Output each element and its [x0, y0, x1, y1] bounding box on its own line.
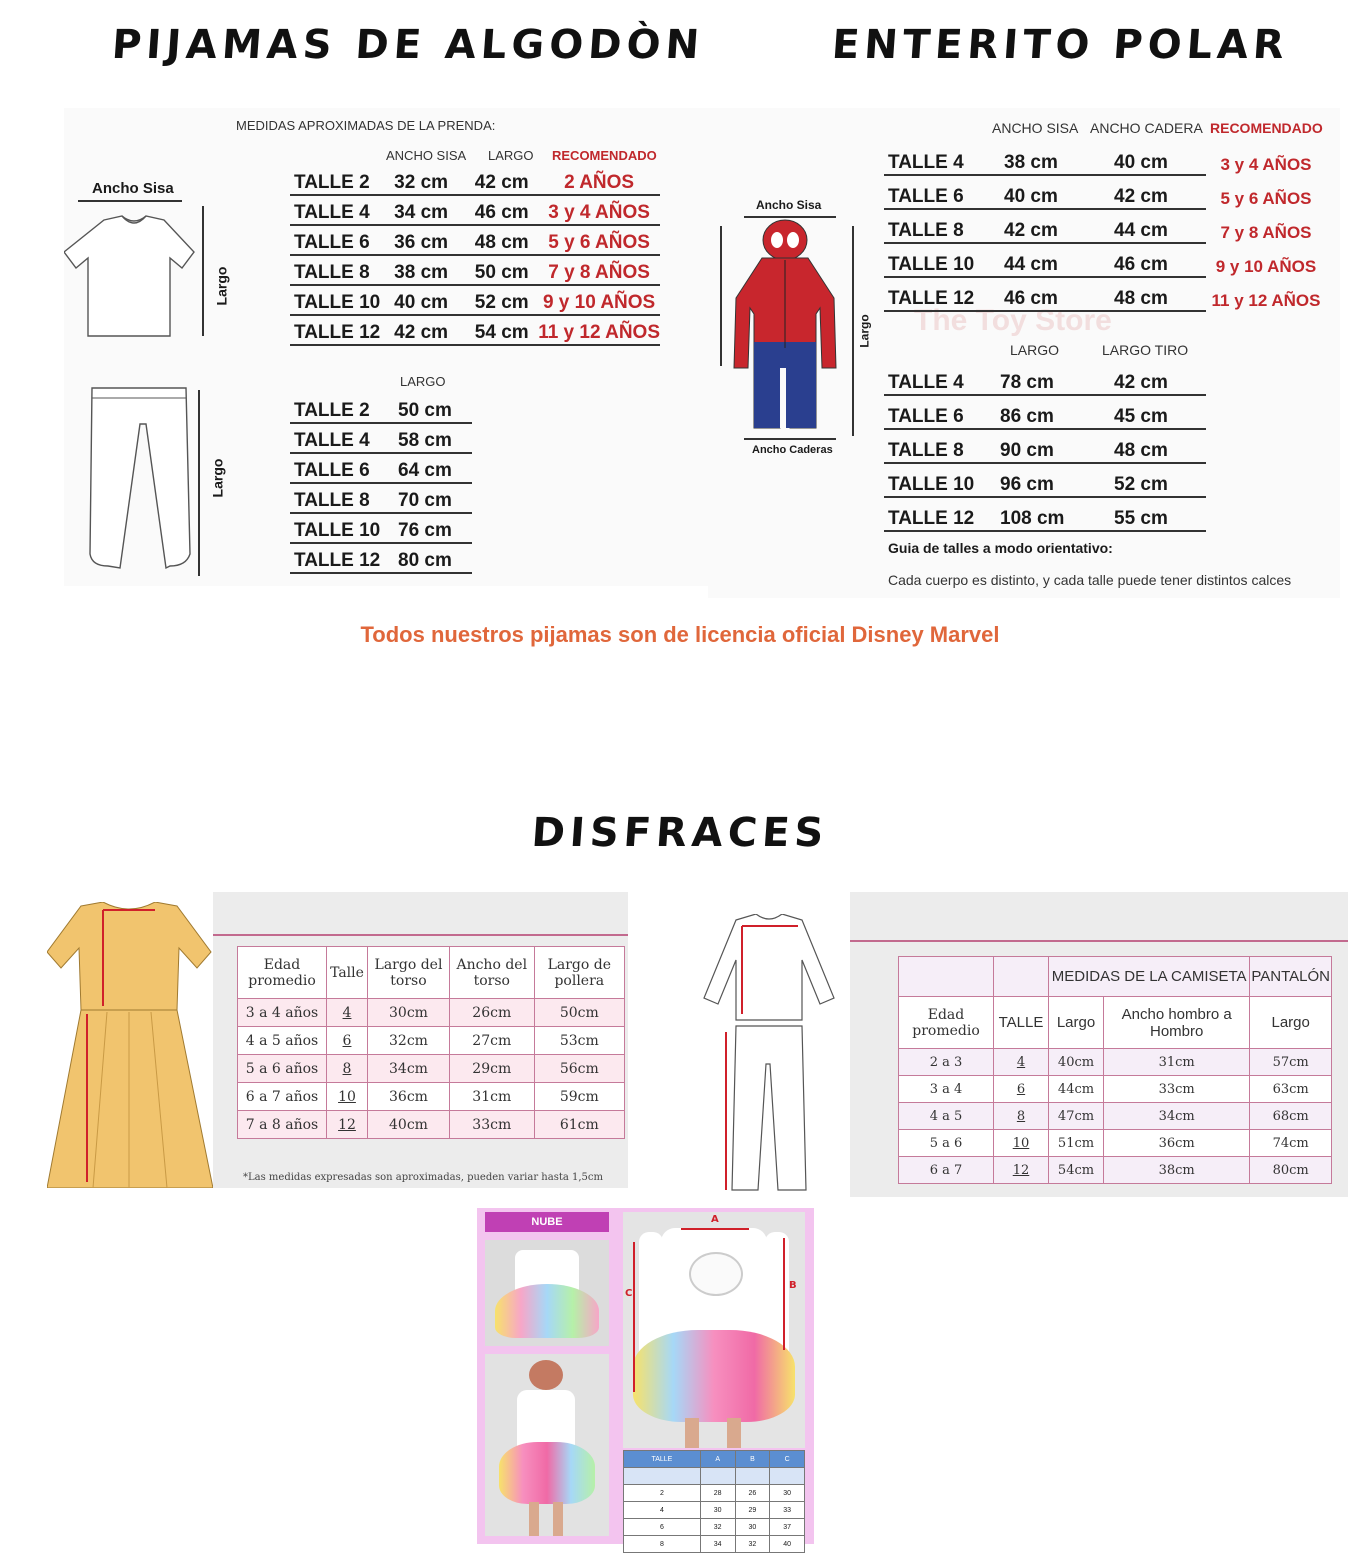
set-size-chart	[684, 892, 1348, 1197]
pij-hdr-ancho-sisa: ANCHO SISA	[386, 148, 467, 163]
pijamas-size-chart	[64, 108, 720, 586]
table-row: 3 a 4 6 44cm 33cm 63cm	[899, 1076, 1332, 1103]
polar-guide-text: Cada cuerpo es distinto, y cada talle puede tener distintos calces	[888, 572, 1292, 588]
polar-hdr-largo: LARGO	[1010, 342, 1060, 358]
table-row: TALLE 6 64 cm	[290, 453, 472, 483]
table-row: TALLE 4 58 cm	[290, 423, 472, 453]
disfraces-title: DISFRACES	[530, 810, 830, 856]
table-header-row: Edad promedio Talle Largo del torso Ancho del torso Largo de pollera	[238, 947, 625, 999]
nube-photo-main	[623, 1212, 805, 1448]
table-row: TALLE 12 46 cm 48 cm 11 y 12 AÑOS	[884, 277, 1326, 311]
table-row: TALLE 8 70 cm	[290, 483, 472, 513]
table-row: TALLE 2 32 cm 42 cm 2 AÑOS	[290, 166, 660, 195]
table-row: TALLE 8 90 cm 48 cm	[884, 429, 1206, 463]
polar-length-label: Largo	[857, 314, 872, 348]
set-table	[898, 956, 1332, 1184]
table-row: TALLE 12 80 cm	[290, 543, 472, 573]
mark-b: B	[789, 1280, 797, 1291]
table-row: TALLE 2 50 cm	[290, 394, 472, 423]
table-row: TALLE 6 36 cm 48 cm 5 y 6 AÑOS	[290, 225, 660, 255]
table-row: 5 a 6 10 51cm 36cm 74cm	[899, 1130, 1332, 1157]
table-row: 6 32 30 37	[624, 1519, 805, 1536]
polar-guide-title: Guia de talles a modo orientativo:	[888, 540, 1113, 556]
dress-table	[237, 946, 625, 1139]
pijamas-top-table	[290, 166, 660, 346]
pijamas-bottom-table	[290, 394, 472, 574]
table-header-row: TALLE A B C	[624, 1451, 805, 1468]
table-row: 6 a 7 años 10 36cm 31cm 59cm	[238, 1083, 625, 1111]
pants-length-label: Largo	[209, 458, 226, 498]
polar-top-table	[884, 142, 1326, 312]
nube-title: NUBE	[485, 1212, 609, 1232]
nube-photo-top	[485, 1240, 609, 1346]
dress-footnote: *Las medidas expresadas son aproximadas, pueden variar hasta 1,5cm	[243, 1172, 603, 1183]
polar-width-label: Ancho Sisa	[756, 198, 822, 212]
pants-drawing	[86, 384, 196, 574]
table-header-row: Edad promedio TALLE Largo Ancho hombro a Hombro Largo	[899, 997, 1332, 1049]
table-row: TALLE 10 96 cm 52 cm	[884, 463, 1206, 497]
nube-photo-bottom	[485, 1354, 609, 1536]
shirt-length-label: Largo	[213, 266, 230, 306]
table-header-row: MEDIDAS DE LA CAMISETA PANTALÓN	[899, 957, 1332, 997]
table-row: TALLE 12 42 cm 54 cm 11 y 12 AÑOS	[290, 315, 660, 345]
table-row: TALLE 4 38 cm 40 cm 3 y 4 AÑOS	[884, 142, 1326, 175]
table-row: TALLE 4 34 cm 46 cm 3 y 4 AÑOS	[290, 195, 660, 225]
license-note: Todos nuestros pijamas son de licencia oficial Disney Marvel	[360, 622, 1000, 647]
polar-size-chart	[708, 108, 1340, 598]
mark-c: C	[625, 1288, 633, 1299]
table-row: 6 a 7 12 54cm 38cm 80cm	[899, 1157, 1332, 1184]
table-row: TALLE 4 78 cm 42 cm	[884, 362, 1206, 395]
nube-size-chart	[477, 1208, 814, 1548]
dress-size-chart	[43, 892, 628, 1188]
pijamas-title: PIJAMAS DE ALGODÒN	[110, 22, 706, 68]
pij-hdr-bottom-largo: LARGO	[400, 374, 446, 389]
table-row: TALLE 6 40 cm 42 cm 5 y 6 AÑOS	[884, 175, 1326, 209]
pij-hdr-largo: LARGO	[488, 148, 534, 163]
table-row: 8 34 32 40	[624, 1536, 805, 1553]
polar-hdr-sisa: ANCHO SISA	[992, 120, 1079, 136]
polar-watermark: The Toy Store	[914, 304, 1112, 337]
polar-hips-label: Ancho Caderas	[752, 444, 833, 456]
table-row: TALLE 12 108 cm 55 cm	[884, 497, 1206, 531]
table-row: 7 a 8 años 12 40cm 33cm 61cm	[238, 1111, 625, 1139]
table-row: 2 a 3 4 40cm 31cm 57cm	[899, 1049, 1332, 1076]
table-row: TALLE 10 40 cm 52 cm 9 y 10 AÑOS	[290, 285, 660, 315]
nube-table	[623, 1450, 805, 1553]
dress-drawing	[47, 902, 213, 1188]
table-row: 4 a 5 8 47cm 34cm 68cm	[899, 1103, 1332, 1130]
table-row: 3 a 4 años 4 30cm 26cm 50cm	[238, 999, 625, 1027]
pijamas-caption: MEDIDAS APROXIMADAS DE LA PRENDA:	[236, 118, 496, 133]
table-row: TALLE 6 86 cm 45 cm	[884, 395, 1206, 429]
pij-hdr-recomendado: RECOMENDADO	[552, 148, 657, 163]
table-row: 4 30 29 33	[624, 1502, 805, 1519]
polar-bottom-table	[884, 362, 1206, 532]
table-row: TALLE 10 44 cm 46 cm 9 y 10 AÑOS	[884, 243, 1326, 277]
table-row: 2 28 26 30	[624, 1485, 805, 1502]
polar-hdr-recomendado: RECOMENDADO	[1210, 120, 1323, 136]
mark-a: A	[711, 1214, 719, 1225]
onesie-drawing	[722, 218, 848, 446]
set-drawing	[702, 914, 836, 1194]
tshirt-drawing	[64, 212, 204, 342]
table-row: 4 a 5 años 6 32cm 27cm 53cm	[238, 1027, 625, 1055]
table-row: TALLE 10 76 cm	[290, 513, 472, 543]
table-row	[624, 1468, 805, 1485]
polar-hdr-largo-tiro: LARGO TIRO	[1102, 342, 1189, 358]
polar-title: ENTERITO POLAR	[830, 22, 1291, 68]
shirt-width-label: Ancho Sisa	[92, 180, 174, 197]
polar-hdr-cadera: ANCHO CADERA	[1090, 120, 1203, 136]
table-row: TALLE 8 38 cm 50 cm 7 y 8 AÑOS	[290, 255, 660, 285]
table-row: TALLE 8 42 cm 44 cm 7 y 8 AÑOS	[884, 209, 1326, 243]
table-row: 5 a 6 años 8 34cm 29cm 56cm	[238, 1055, 625, 1083]
